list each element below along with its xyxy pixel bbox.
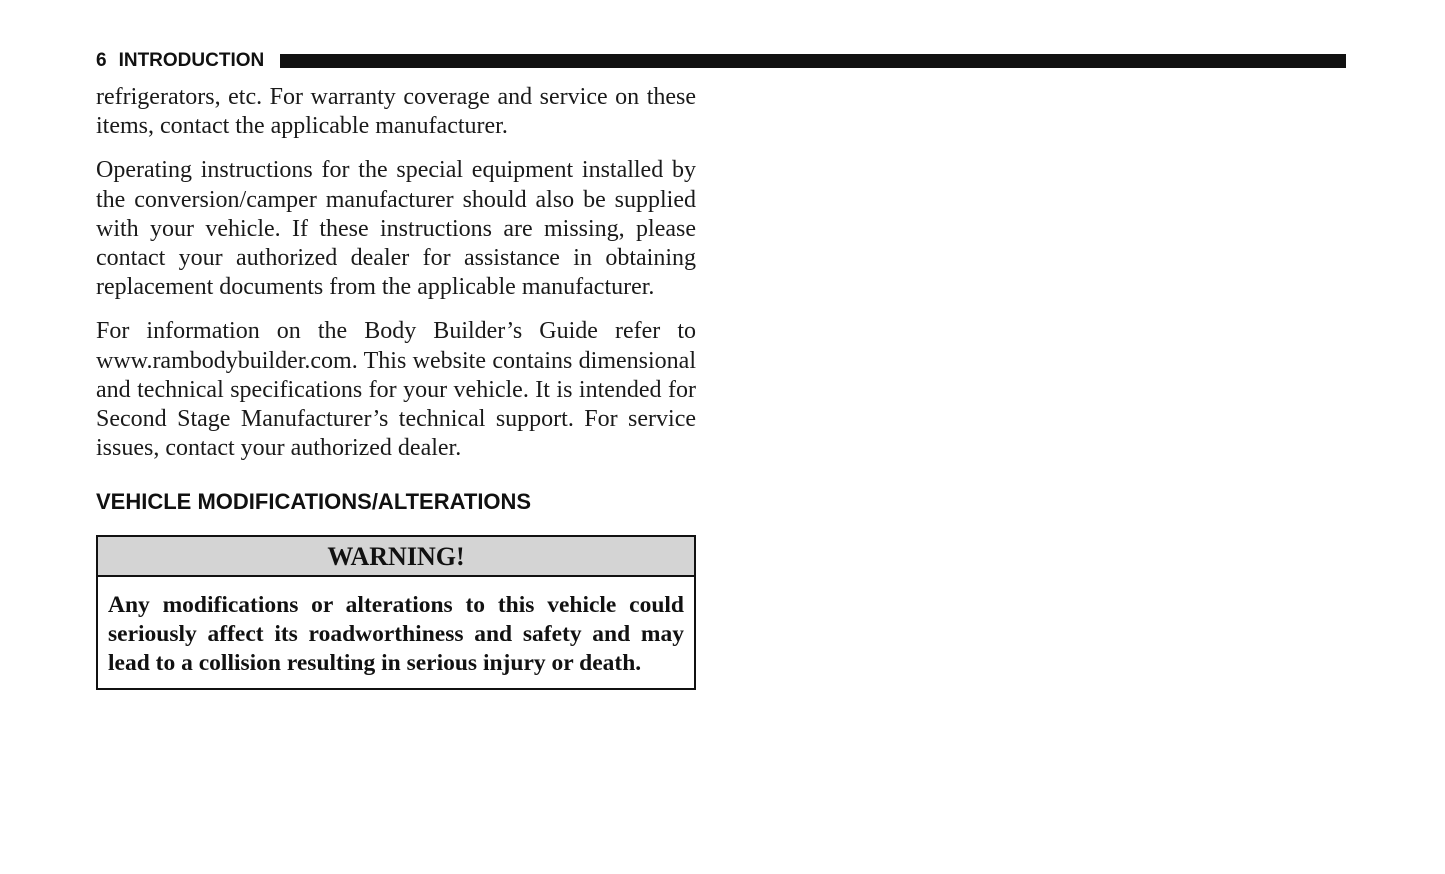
section-title: INTRODUCTION bbox=[118, 50, 265, 71]
header-rule bbox=[280, 54, 1346, 68]
paragraph-warranty: refrigerators, etc. For warranty coverage and service on these items, contact the applicable manufacturer. bbox=[96, 84, 696, 140]
warning-title: WARNING! bbox=[98, 537, 694, 577]
paragraph-body-builder: For information on the Body Builder’s Guide refer to www.rambodybuilder.com. This website contains dimensional and technical specifications for your vehicle. It is intended for Second Stage Manufacturer’s technical support. For service issues, contact your authorized dealer. bbox=[96, 318, 696, 462]
warning-text: Any modifications or alterations to this vehicle could seriously affect its roadworthiness and safety and may lead to a collision resulting in serious injury or death. bbox=[108, 592, 684, 677]
paragraph-operating-instructions: Operating instructions for the special equipment installed by the conversion/camper manufacturer should also be supplied with your vehicle. If these instructions are missing, please contact your authorized dealer for assistance in obtaining replacement documents from the applicable manufacturer. bbox=[96, 157, 696, 301]
page-number: 6 bbox=[96, 50, 107, 71]
warning-box bbox=[96, 535, 696, 690]
section-heading: VEHICLE MODIFICATIONS/ALTERATIONS bbox=[96, 489, 532, 515]
page-content bbox=[96, 83, 696, 690]
page-header bbox=[96, 50, 1346, 72]
